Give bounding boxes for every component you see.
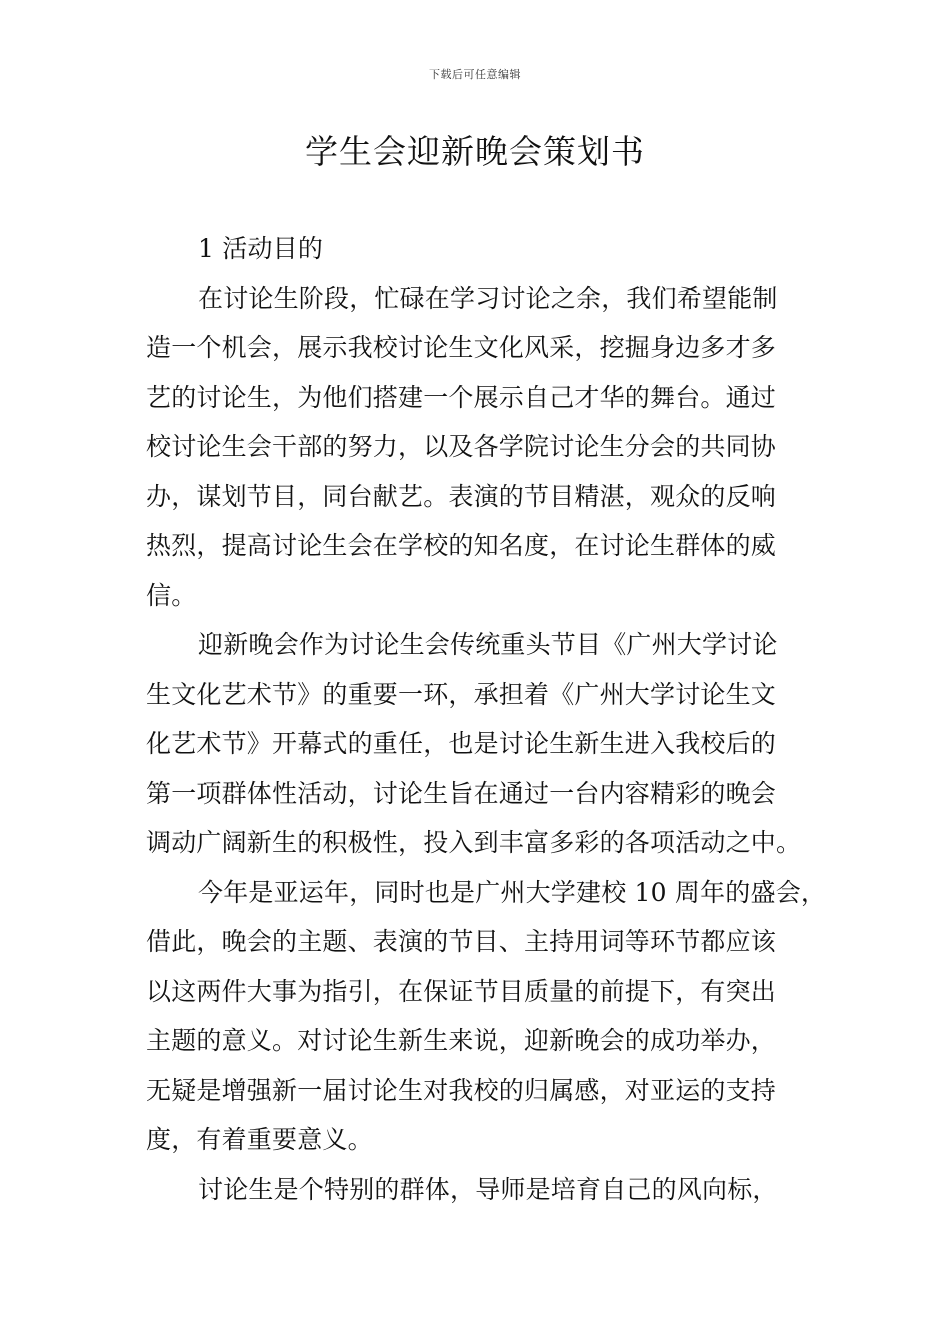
text-line: 生文化艺术节》的重要一环，承担着《广州大学讨论生文 [146,679,777,709]
document-title: 学生会迎新晚会策划书 [305,132,645,171]
text-line: 校讨论生会干部的努力，以及各学院讨论生分会的共同协 [146,432,777,461]
text-line: 度，有着重要意义。 [146,1125,373,1154]
text-line: 主题的意义。对讨论生新生来说，迎新晚会的成功举办， [146,1026,777,1055]
text-line: 热烈，提高讨论生会在学校的知名度，在讨论生群体的威 [146,531,777,560]
text-line: 信。 [146,580,197,610]
text-line: 办，谋划节目，同台献艺。表演的节目精湛，观众的反响 [146,481,777,511]
text-line: 第一项群体性活动，讨论生旨在通过一台内容精彩的晚会 [146,778,777,808]
text-line: 在讨论生阶段，忙碌在学习讨论之余，我们希望能制 [198,283,778,313]
text-line: 化艺术节》开幕式的重任，也是讨论生新生进入我校后的 [146,729,777,758]
text-line: 迎新晚会作为讨论生会传统重头节目《广州大学讨论 [198,630,778,659]
header-note: 下载后可任意编辑 [429,68,521,81]
text-line: 讨论生是个特别的群体，导师是培育自己的风向标， [198,1174,778,1204]
text-line: 调动广阔新生的积极性，投入到丰富多彩的各项活动之中。 [146,828,802,857]
document-body [146,224,827,1214]
text-line: 以这两件大事为指引，在保证节目质量的前提下，有突出 [146,976,777,1006]
text-line: 艺的讨论生，为他们搭建一个展示自己才华的舞台。通过 [146,382,777,412]
text-line: 借此，晚会的主题、表演的节目、主持用词等环节都应该 [146,927,777,956]
text-line: 造一个机会，展示我校讨论生文化风采，挖掘身边多才多 [146,333,777,362]
text-line: 今年是亚运年，同时也是广州大学建校 10 周年的盛会， [198,877,827,907]
text-line: 1 活动目的 [198,234,324,263]
text-line: 无疑是增强新一届讨论生对我校的归属感，对亚运的支持 [146,1075,777,1105]
